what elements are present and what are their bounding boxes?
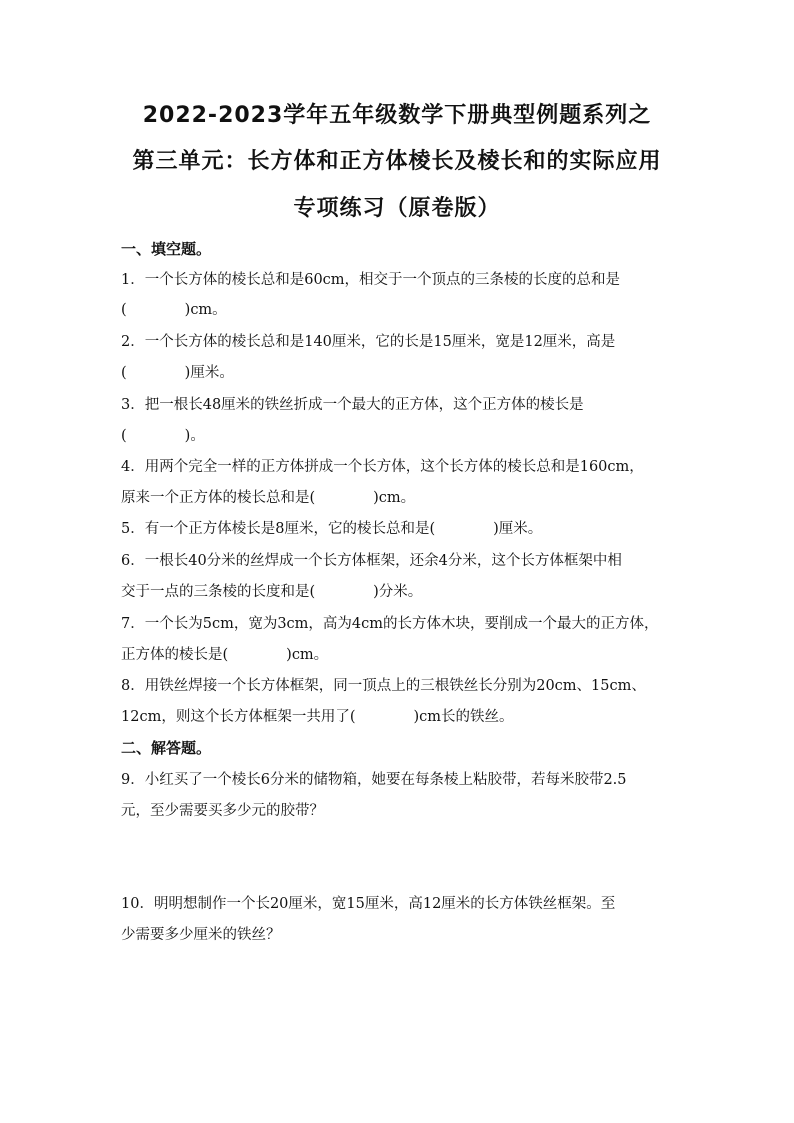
title-line-3: 专项练习（原卷版） <box>293 196 501 221</box>
question-8-line-2: 12cm，则这个长方体框架一共用了( )cm长的铁丝。 <box>121 709 514 725</box>
question-9-line-1: 9．小红买了一个棱长6分米的储物箱，她要在每条棱上粘胶带，若每米胶带2.5 <box>121 772 627 788</box>
question-7-line-2: 正方体的棱长是( )cm。 <box>121 647 329 663</box>
question-1-line-1: 1．一个长方体的棱长总和是60cm，相交于一个顶点的三条棱的长度的总和是 <box>121 272 621 288</box>
question-6-line-2: 交于一点的三条棱的长度和是( )分米。 <box>121 584 423 600</box>
question-4-line-2: 原来一个正方体的棱长总和是( )cm。 <box>121 490 416 506</box>
question-5-line-1: 5．有一个正方体棱长是8厘米，它的棱长总和是( )厘米。 <box>121 521 543 537</box>
question-1-line-2: ( )cm。 <box>121 302 227 318</box>
title-line-2: 第三单元：长方体和正方体棱长及棱长和的实际应用 <box>132 149 662 174</box>
section-heading-fill: 一、填空题。 <box>121 240 212 258</box>
question-2-line-2: ( )厘米。 <box>121 365 234 381</box>
question-4-line-1: 4．用两个完全一样的正方体拼成一个长方体，这个长方体的棱长总和是160cm， <box>121 459 644 475</box>
question-7-line-1: 7．一个长为5cm，宽为3cm，高为4cm的长方体木块，要削成一个最大的正方体， <box>121 616 659 632</box>
question-6-line-1: 6．一根长40分米的丝焊成一个长方体框架，还余4分米，这个长方体框架中相 <box>121 553 622 569</box>
question-10-line-2: 少需要多少厘米的铁丝？ <box>121 927 281 943</box>
question-10-line-1: 10．明明想制作一个长20厘米，宽15厘米，高12厘米的长方体铁丝框架。至 <box>121 896 616 912</box>
title-line-1: 2022-2023学年五年级数学下册典型例题系列之 <box>142 103 652 128</box>
question-2-line-1: 2．一个长方体的棱长总和是140厘米，它的长是15厘米，宽是12厘米，高是 <box>121 334 616 350</box>
question-3-line-2: ( )。 <box>121 428 205 444</box>
section-heading-answer: 二、解答题。 <box>121 739 212 757</box>
question-8-line-1: 8．用铁丝焊接一个长方体框架，同一顶点上的三根铁丝长分别为20cm、15cm、 <box>121 678 646 694</box>
question-3-line-1: 3．把一根长48厘米的铁丝折成一个最大的正方体，这个正方体的棱长是 <box>121 397 584 413</box>
question-9-line-2: 元，至少需要买多少元的胶带？ <box>121 803 324 819</box>
